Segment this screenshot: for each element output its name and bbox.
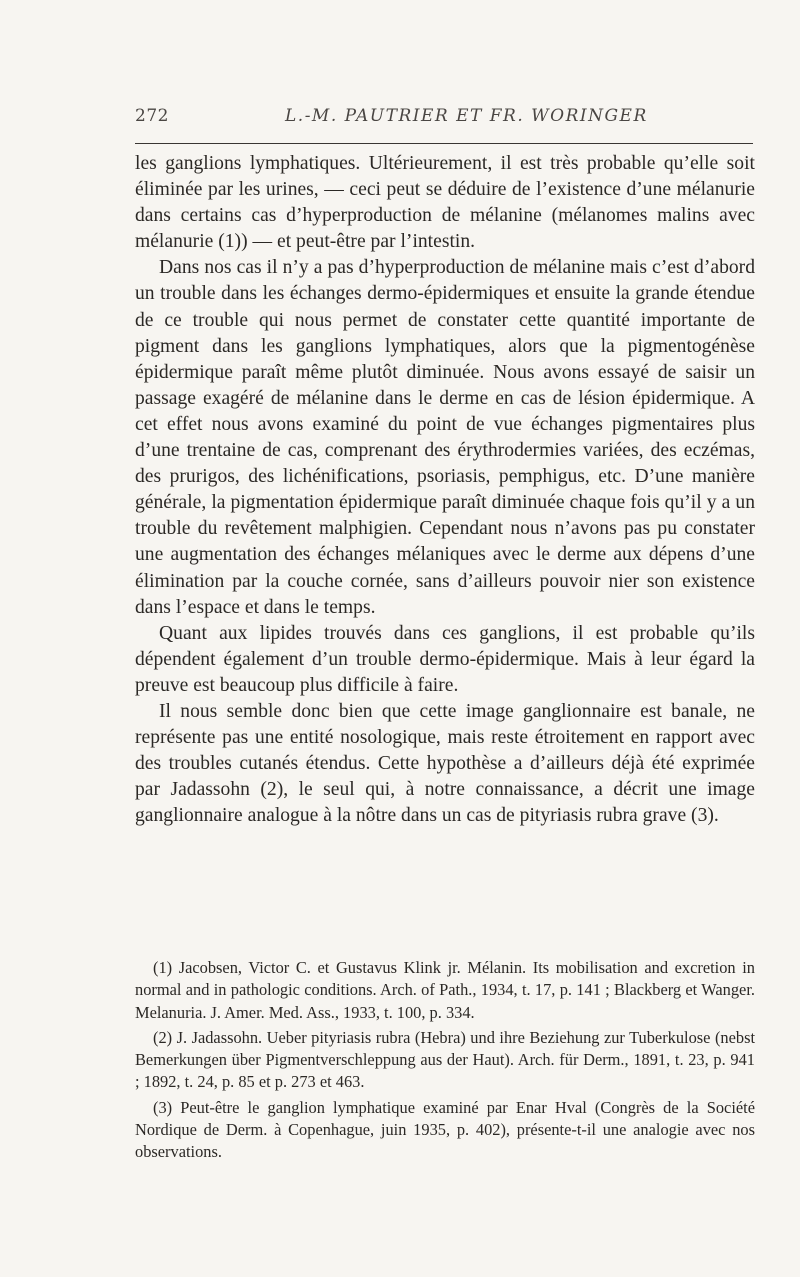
page-header: [135, 104, 755, 132]
paragraph: Dans nos cas il n’y a pas d’hyperproduction de mélanine mais c’est d’abord un trouble dans les échanges dermo-épidermiques et ensuite la grande étendue de ce trouble qui nous permet de constater cette quantité importante de pigment dans les ganglions lymphatiques, alors que la pigmentogénèse épidermique paraît même plutôt diminuée. Nous avons essayé de saisir un passage exagéré de mélanine dans le derme en cas de lésion épidermique. A cet effet nous avons examiné du point de vue échanges pigmentaires plus d’une trentaine de cas, comprenant des érythrodermies variées, des eczémas, des prurigos, des lichénifications, psoriasis, pemphigus, etc. D’une manière générale, la pigmentation épidermique paraît diminuée chaque fois qu’il y a un trouble du revêtement malphigien. Cependant nous n’avons pas pu constater une augmentation des échanges mélaniques avec le derme aux dépens d’une élimination par la couche cornée, sans d’ailleurs pouvoir nier son existence dans l’espace et dans le temps.: [135, 257, 755, 618]
paragraph: Il nous semble donc bien que cette image ganglionnaire est banale, ne représente pas une entité nosologique, mais reste étroitement en rapport avec des troubles cutanés étendus. Cette hypothèse a d’ailleurs déjà été exprimée par Jadassohn (2), le seul qui, à notre connaissance, a décrit une image ganglionnaire analogue à la nôtre dans un cas de pityriasis rubra grave (3).: [135, 700, 755, 827]
footnote: (1) Jacobsen, Victor C. et Gustavus Klink jr. Mélanin. Its mobilisation and excretion in normal and in pathologic conditions. Arch. of Path., 1934, t. 17, p. 141 ; Blackberg et Wanger. Melanuria. J. Amer. Med. Ass., 1933, t. 100, p. 334.: [135, 958, 755, 1022]
footnote: (2) J. Jadassohn. Ueber pityriasis rubra (Hebra) und ihre Beziehung zur Tuberkulose (nebst Bemerkungen über Pigmentverschleppung aus der Haut). Arch. für Derm., 1891, t. 23, p. 941 ; 1892, t. 24, p. 85 et p. 273 et 463.: [135, 1027, 755, 1092]
footnote: (3) Peut-être le ganglion lymphatique examiné par Enar Hval (Congrès de la Société Nordique de Derm. à Copenhague, juin 1935, p. 402), présente-t-il une analogie avec nos observations.: [135, 1097, 755, 1162]
page-number: 272: [135, 106, 169, 126]
running-head: L.-M. PAUTRIER ET FR. WORINGER: [285, 106, 648, 126]
main-text: [135, 151, 755, 829]
paragraph: Quant aux lipides trouvés dans ces ganglions, il est probable qu’ils dépendent également d’un trouble dermo-épidermique. Mais à leur égard la preuve est beaucoup plus difficile à faire.: [135, 622, 755, 696]
paragraph: les ganglions lymphatiques. Ultérieurement, il est très probable qu’elle soit éliminée par les urines, — ceci peut se déduire de l’existence d’une mélanurie dans certains cas d’hyperproduction de mélanine (mélanomes malins avec mélanurie (1)) — et peut-être par l’intestin.: [135, 153, 755, 253]
footnotes: [135, 957, 755, 1164]
header-rule: [135, 143, 753, 144]
